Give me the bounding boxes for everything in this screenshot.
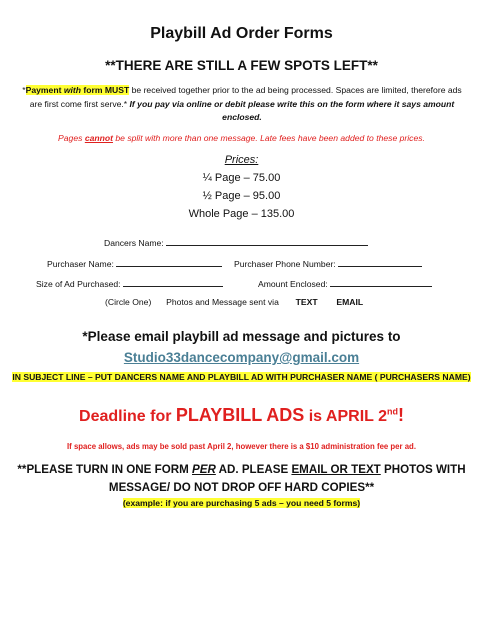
purchaser-name-blank[interactable]	[116, 257, 222, 267]
email-instructions-heading: *Please email playbill ad message and pictures to	[82, 329, 401, 344]
sent-via-row	[105, 297, 363, 307]
text-option[interactable]: TEXT	[295, 297, 318, 307]
split-pages-note	[0, 133, 483, 143]
late-fee-note: If space allows, ads may be sold past April 2, however there is a $10 administration fee per ad.	[67, 442, 416, 451]
size-of-ad-field	[36, 277, 223, 289]
notice-star: *	[22, 85, 26, 95]
turn-in-text-3: PHOTOS WITH MESSAGE/ DO NOT DROP OFF HARD COPIES**	[108, 463, 466, 494]
price-half-page: ½ Page – 95.00	[202, 190, 281, 202]
size-of-ad-label: Size of Ad Purchased:	[36, 279, 121, 289]
deadline-text-1: Deadline for	[79, 408, 176, 425]
payment-notice	[22, 84, 462, 125]
purchaser-name-label: Purchaser Name:	[47, 259, 114, 269]
red-note-text-1: Pages	[58, 133, 85, 143]
price-quarter-page: ¼ Page – 75.00	[202, 172, 281, 184]
size-of-ad-blank[interactable]	[123, 277, 223, 287]
payment-with: with	[63, 85, 82, 95]
subject-line-text: IN SUBJECT LINE – PUT DANCERS NAME AND PLAYBILL AD WITH PURCHASER NAME ( PURCHASERS NAME)	[12, 372, 471, 382]
dancers-name-label: Dancers Name:	[104, 238, 164, 248]
email-option[interactable]: EMAIL	[336, 297, 364, 307]
turn-in-email-or-text: EMAIL OR TEXT	[291, 463, 381, 476]
notice-rest: be received together prior to the ad being processed. Spaces are limited, therefore ads are first come first serve.*	[29, 85, 462, 109]
example-text: (example: if you are purchasing 5 ads – you need 5 forms)	[122, 498, 361, 508]
payment-text-1: Payment	[25, 85, 64, 95]
deadline-playbill-ads: PLAYBILL ADS	[175, 405, 305, 425]
purchaser-phone-blank[interactable]	[338, 257, 422, 267]
amount-enclosed-blank[interactable]	[330, 277, 432, 287]
online-payment-note: If you pay via online or debit please write this on the form where it says amount enclosed.	[127, 98, 455, 122]
email-address-link[interactable]: Studio33dancecompany@gmail.com	[123, 350, 360, 365]
purchaser-name-field	[47, 257, 222, 269]
payment-text-2: form MUST	[81, 85, 130, 95]
deadline-bang: !	[397, 405, 404, 425]
prices-heading: Prices:	[224, 154, 259, 166]
purchaser-phone-label: Purchaser Phone Number:	[234, 259, 336, 269]
sent-via-label: Photos and Message sent via	[166, 297, 279, 307]
subject-line-instructions	[10, 370, 473, 384]
dancers-name-field	[104, 236, 368, 248]
page-title: Playbill Ad Order Forms	[150, 25, 333, 42]
payment-highlight	[26, 85, 130, 95]
red-note-cannot: cannot	[84, 133, 113, 143]
price-whole-page: Whole Page – 135.00	[188, 208, 295, 220]
turn-in-text-1: **PLEASE TURN IN ONE FORM	[17, 463, 192, 476]
amount-enclosed-label: Amount Enclosed:	[258, 279, 328, 289]
turn-in-text-2: AD. PLEASE	[215, 463, 292, 476]
purchaser-phone-field	[234, 257, 422, 269]
spots-left-banner: **THERE ARE STILL A FEW SPOTS LEFT**	[105, 58, 378, 73]
turn-in-instructions	[10, 461, 473, 497]
deadline-heading	[0, 405, 483, 426]
turn-in-per: PER	[192, 463, 216, 476]
dancers-name-blank[interactable]	[166, 236, 368, 246]
deadline-text-2: is APRIL 2	[304, 408, 387, 425]
red-note-text-2: be split with more than one message. Late fees have been added to these prices.	[112, 133, 425, 143]
example-note	[0, 498, 483, 508]
circle-one-label: (Circle One)	[105, 297, 152, 307]
amount-enclosed-field	[258, 277, 432, 289]
deadline-sup: nd	[386, 406, 398, 417]
